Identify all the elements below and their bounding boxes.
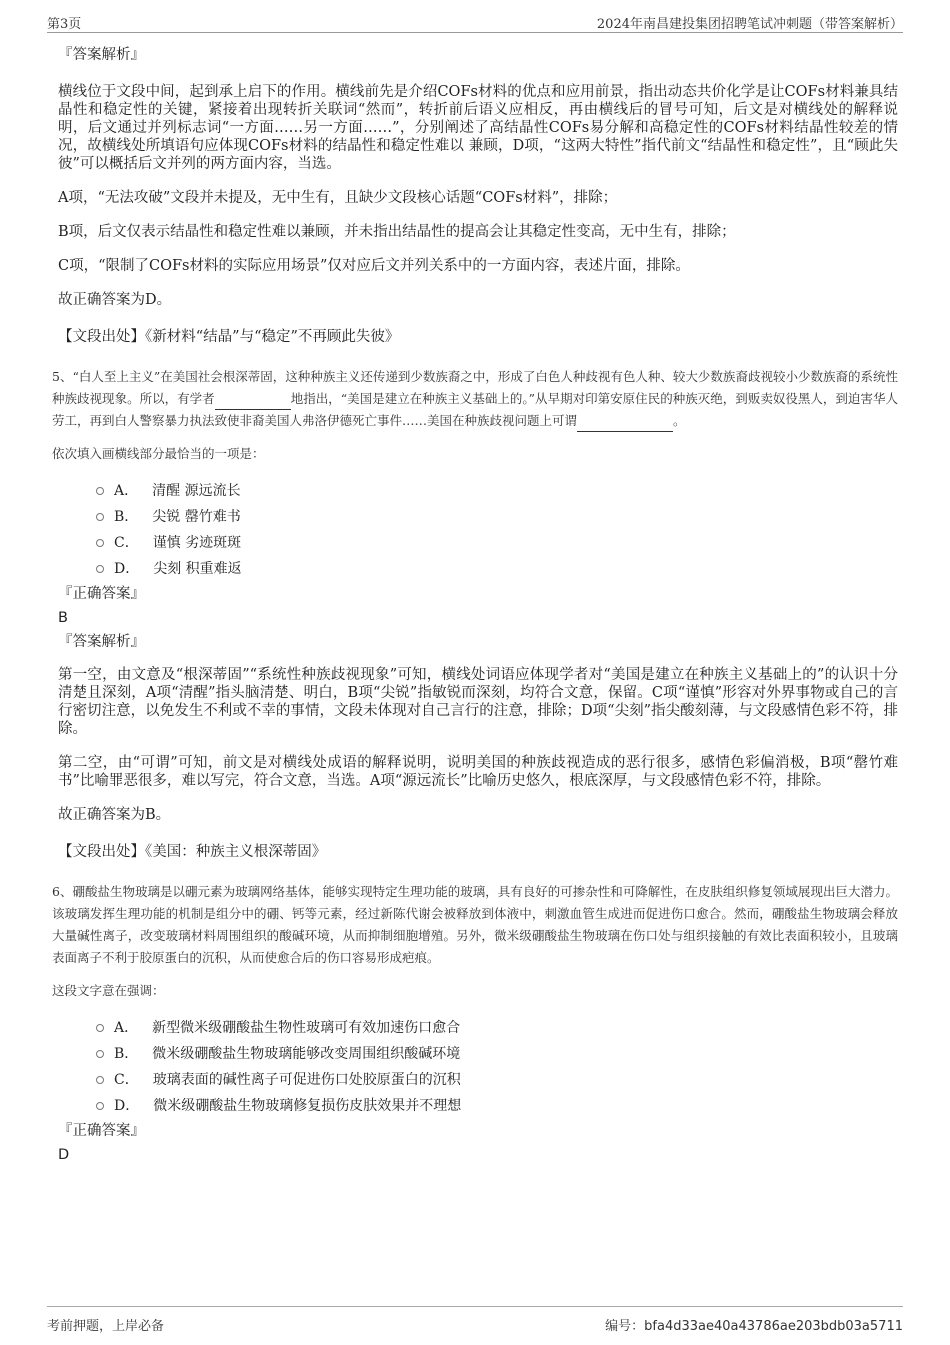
page-number: 第3页 [47, 17, 82, 32]
radio-icon[interactable] [96, 1050, 104, 1058]
q6-option-a[interactable]: A． 新型微米级硼酸盐生物性玻璃可有效加速伤口愈合 [96, 1015, 898, 1041]
radio-icon[interactable] [96, 565, 104, 573]
q5-option-a[interactable]: A． 清醒 源远流长 [96, 478, 898, 504]
q4-analysis-title: 『答案解析』 [58, 47, 145, 63]
q5-option-c[interactable]: C． 谨慎 劣迹斑斑 [96, 530, 898, 556]
radio-icon[interactable] [96, 487, 104, 495]
q5-prompt: 依次填入画横线部分最恰当的一项是： [52, 446, 265, 461]
q6-option-d[interactable]: D． 微米级硼酸盐生物玻璃修复损伤皮肤效果并不理想 [96, 1093, 898, 1119]
q5-option-d[interactable]: D． 尖刻 积重难返 [96, 556, 898, 582]
page-footer [47, 1306, 903, 1337]
footer-slogan: 考前押题，上岸必备 [47, 1319, 165, 1334]
q5-blank-1 [215, 395, 291, 410]
q5-answer-title: 『正确答案』 [58, 586, 145, 602]
q5-option-b[interactable]: B． 尖锐 罄竹难书 [96, 504, 898, 530]
page-content [52, 45, 898, 1169]
radio-icon[interactable] [96, 539, 104, 547]
q6-answer-title: 『正确答案』 [58, 1123, 145, 1139]
q6-question-text: 6、硼酸盐生物玻璃是以硼元素为玻璃网络基体，能够实现特定生理功能的玻璃，具有良好的可掺杂性和可降解性，在皮肤组织修复领域展现出巨大潜力。该玻璃发挥生理功能的机制是组分中的硼、钙等元素，经过新陈代谢会被释放到体液中，刺激血管生成进而促进伤口愈合。然而，硼酸盐生物玻璃会释放大量碱性离子，改变玻璃材料周围组织的酸碱环境，从而抑制细胞增殖。另外，微米级硼酸盐生物玻璃在伤口处与组织接触的有效比表面积较小，且玻璃表面离子不利于胶原蛋白的沉积，从而使愈合后的伤口容易形成疤痕。 [52, 884, 898, 965]
q6-option-c[interactable]: C． 玻璃表面的碱性离子可促进伤口处胶原蛋白的沉积 [96, 1067, 898, 1093]
q5-source: 【文段出处】《美国：种族主义根深蒂固》 [58, 844, 327, 860]
q4-analysis-option-c: C项，“限制了COFs材料的实际应用场景”仅对应后文并列关系中的一方面内容，表述片面，排除。 [58, 258, 690, 274]
q6-prompt: 这段文字意在强调： [52, 983, 165, 998]
radio-icon[interactable] [96, 1102, 104, 1110]
q6-answer: D [58, 1147, 70, 1163]
q5-analysis-p1: 第一空，由文意及“根深蒂固”“系统性种族歧视现象”可知，横线处词语应体现学者对“美国是建立在种族主义基础上的”的认识十分清楚且深刻，A项“清醒”指头脑清楚、明白，B项“尖锐”指敏锐而深刻，均符合文意，保留。C项“谨慎”形容对外界事物或自己的言行密切注意，以免发生不利或不幸的事情，文段未体现对自己言行的注意，排除；D项“尖刻”指尖酸刻薄，与文段感情色彩不符，排除。 [58, 667, 898, 737]
radio-icon[interactable] [96, 1076, 104, 1084]
q5-analysis-title: 『答案解析』 [58, 634, 145, 650]
document-title: 2024年南昌建投集团招聘笔试冲刺题（带答案解析） [596, 17, 903, 32]
q6-option-b[interactable]: B． 微米级硼酸盐生物玻璃能够改变周围组织酸碱环境 [96, 1041, 898, 1067]
q6-options [96, 1015, 898, 1119]
q5-question-text: 5、“白人至上主义”在美国社会根深蒂固，这种种族主义还传递到少数族裔之中，形成了白色人种歧视有色人种、较大少数族裔歧视较小少数族裔的系统性种族歧视现象。所以，有学者 地指出，“美国是建立在种族主义基础上的。”从早期对印第安原住民的种族灭绝，到贩卖奴役黑人，到迫害华人劳工，再到白人警察暴力执法致使非裔美国人弗洛伊德死亡事件……美国在种族歧视问题上可谓 。 [52, 366, 898, 432]
radio-icon[interactable] [96, 513, 104, 521]
q4-analysis-option-b: B项，后文仅表示结晶性和稳定性难以兼顾，并未指出结晶性的提高会让其稳定性变高，无中生有，排除； [58, 224, 736, 240]
q4-analysis-option-a: A项，“无法攻破”文段并未提及，无中生有，且缺少文段核心话题“COFs材料”，排除； [58, 190, 618, 206]
q4-analysis-paragraph: 横线位于文段中间，起到承上启下的作用。横线前先是介绍COFs材料的优点和应用前景，指出动态共价化学是让COFs材料兼具结晶性和稳定性的关键，紧接着出现转折关联词“然而”，转折前后语义应相反，再由横线后的冒号可知，后文是对横线处的解释说明，后文通过并列标志词“一方面……另一方面……”，分别阐述了高结晶性COFs易分解和高稳定性的COFs材料结晶性较差的情况，故横线处所填语句应体现COFs材料的结晶性和稳定性难以 兼顾，D项，“这两大特性”指代前文“结晶性和稳定性”，且“顾此失彼”可以概括后文并列的两方面内容，当选。 [58, 84, 898, 172]
radio-icon[interactable] [96, 1024, 104, 1032]
q5-conclusion: 故正确答案为B。 [58, 807, 171, 823]
q4-source: 【文段出处】《新材料“结晶”与“稳定”不再顾此失彼》 [58, 329, 400, 345]
q4-conclusion: 故正确答案为D。 [58, 292, 172, 308]
q5-answer: B [58, 610, 68, 626]
q5-options [96, 478, 898, 582]
q5-analysis-p2: 第二空，由“可谓”可知，前文是对横线处成语的解释说明，说明美国的种族歧视造成的恶行很多，感情色彩偏消极，B项“罄竹难书”比喻罪恶很多，难以写完，符合文意，当选。A项“源远流长”比喻历史悠久，根底深厚，与文段感情色彩不符，排除。 [58, 755, 898, 789]
footer-code: 编号：bfa4d33ae40a43786ae203bdb03a5711 [605, 1319, 903, 1334]
q5-blank-2 [577, 417, 673, 432]
page-header [47, 10, 903, 33]
